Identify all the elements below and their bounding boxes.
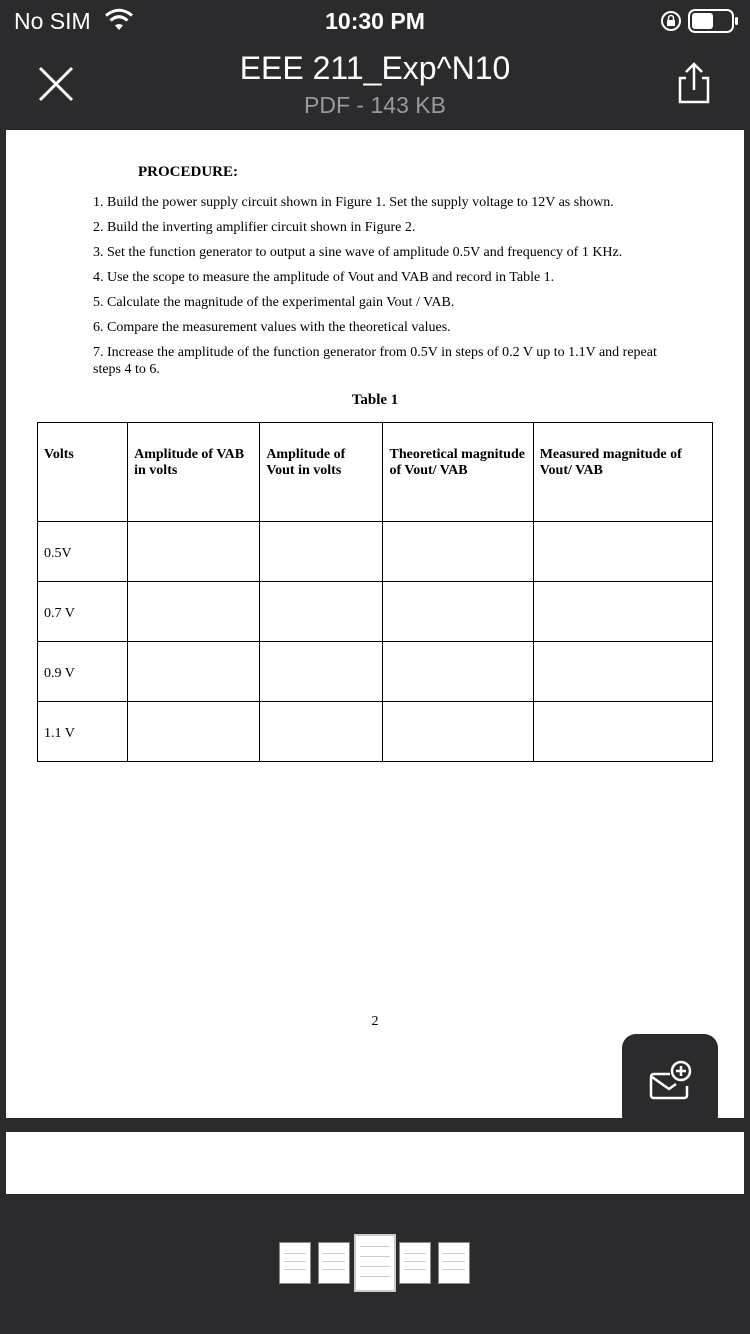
table-header-cell: Volts bbox=[38, 423, 128, 522]
mail-add-icon bbox=[648, 1060, 692, 1104]
procedure-heading: PROCEDURE: bbox=[138, 164, 238, 180]
clock: 10:30 PM bbox=[325, 8, 425, 34]
table-row bbox=[38, 702, 713, 762]
table-caption: Table 1 bbox=[351, 392, 399, 408]
carrier-label: No SIM bbox=[14, 8, 91, 34]
table-header-cell: Measured magnitude of Vout/ VAB bbox=[533, 423, 712, 522]
table-cell bbox=[128, 702, 260, 762]
table-cell bbox=[533, 702, 712, 762]
page-thumbnail[interactable] bbox=[399, 1242, 431, 1284]
rotation-lock-icon bbox=[660, 10, 682, 37]
procedure-step: 6. Compare the measurement values with the theoretical values. bbox=[93, 320, 451, 335]
table-cell: 0.5V bbox=[38, 522, 128, 582]
page-thumbnail-current[interactable] bbox=[354, 1234, 396, 1292]
status-bar bbox=[0, 0, 750, 42]
procedure-step: 5. Calculate the magnitude of the experimental gain Vout / VAB. bbox=[93, 295, 455, 310]
table-row bbox=[38, 522, 713, 582]
procedure-step: 2. Build the inverting amplifier circuit shown in Figure 2. bbox=[93, 220, 416, 235]
next-pdf-page bbox=[6, 1132, 744, 1194]
table-cell bbox=[383, 702, 533, 762]
pdf-page bbox=[6, 130, 744, 1118]
page-number: 2 bbox=[371, 1014, 379, 1029]
table-row bbox=[38, 582, 713, 642]
measurement-table bbox=[37, 422, 713, 762]
table-cell bbox=[383, 522, 533, 582]
page-thumbnail[interactable] bbox=[318, 1242, 350, 1284]
procedure-step: 3. Set the function generator to output a sine wave of amplitude 0.5V and frequency of 1 KHz. bbox=[93, 245, 623, 260]
navigation-bar bbox=[0, 42, 750, 130]
table-row bbox=[38, 642, 713, 702]
table-header-row bbox=[38, 423, 713, 522]
table-cell: 0.7 V bbox=[38, 582, 128, 642]
table-cell bbox=[383, 582, 533, 642]
document-title: EEE 211_Exp^N10 bbox=[239, 50, 511, 86]
document-subtitle: PDF - 143 KB bbox=[304, 92, 446, 118]
table-header-cell: Theoretical magnitude of Vout/ VAB bbox=[383, 423, 533, 522]
page-thumbnail[interactable] bbox=[279, 1242, 311, 1284]
table-cell bbox=[260, 582, 383, 642]
table-cell: 0.9 V bbox=[38, 642, 128, 702]
table-cell bbox=[533, 582, 712, 642]
table-cell bbox=[260, 642, 383, 702]
table-cell bbox=[128, 522, 260, 582]
annotate-button[interactable] bbox=[622, 1034, 718, 1130]
procedure-steps bbox=[93, 194, 673, 386]
table-cell bbox=[260, 702, 383, 762]
page-thumbnail[interactable] bbox=[438, 1242, 470, 1284]
page-thumbnail-strip bbox=[0, 1194, 750, 1334]
table-header-cell: Amplitude of VAB in volts bbox=[128, 423, 260, 522]
share-button[interactable] bbox=[672, 60, 716, 106]
table-cell bbox=[533, 522, 712, 582]
table-cell bbox=[128, 642, 260, 702]
table-cell: 1.1 V bbox=[38, 702, 128, 762]
procedure-step: 7. Increase the amplitude of the function generator from 0.5V in steps of 0.2 V up to 1.1V and repeat steps 4 to 6. bbox=[93, 345, 657, 377]
table-cell bbox=[533, 642, 712, 702]
table-header-cell: Amplitude of Vout in volts bbox=[260, 423, 383, 522]
battery-icon bbox=[688, 9, 740, 38]
table-cell bbox=[260, 522, 383, 582]
procedure-step: 1. Build the power supply circuit shown in Figure 1. Set the supply voltage to 12V as shown. bbox=[93, 195, 614, 210]
share-icon bbox=[672, 60, 716, 106]
table-cell bbox=[128, 582, 260, 642]
table-cell bbox=[383, 642, 533, 702]
procedure-step: 4. Use the scope to measure the amplitude of Vout and VAB and record in Table 1. bbox=[93, 270, 555, 285]
